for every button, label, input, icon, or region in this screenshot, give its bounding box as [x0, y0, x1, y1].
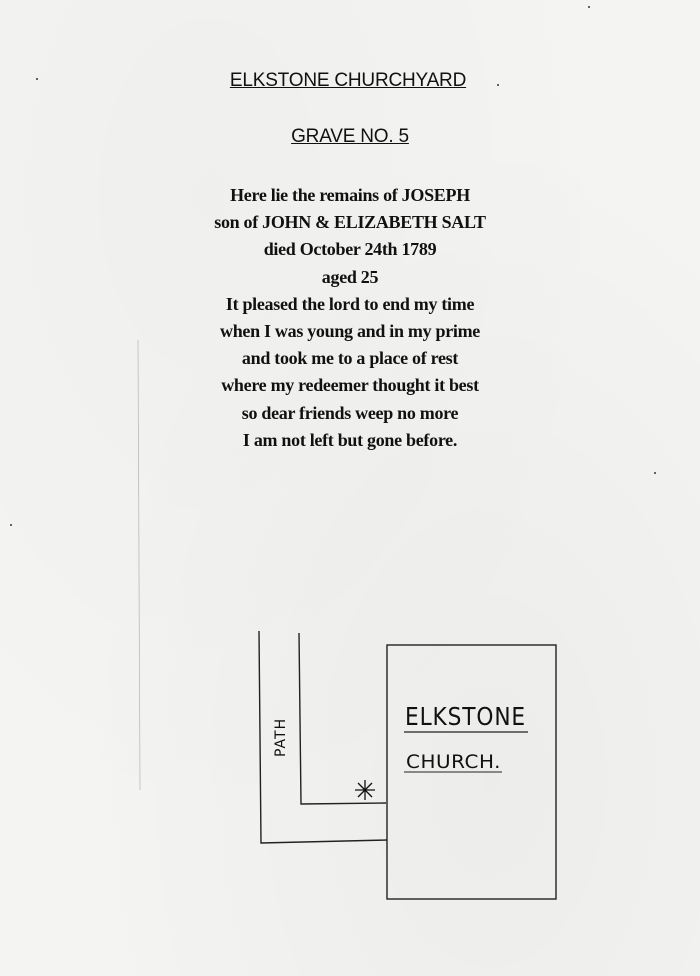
- grave-marker-icon: [355, 780, 375, 800]
- path-inner-edge: [299, 633, 386, 804]
- inscription-line: died October 24th 1789: [263, 239, 437, 260]
- inscription-line: aged 25: [321, 266, 379, 287]
- inscription-line: when I was young and in my prime: [220, 320, 480, 341]
- scan-speck: [588, 6, 590, 8]
- inscription-line: and took me to a place of rest: [241, 348, 459, 369]
- church-label-name: ELKSTONE: [405, 702, 526, 731]
- margin-crease: [138, 340, 140, 790]
- scan-speck: [654, 472, 656, 474]
- inscription-line: I am not left but gone before.: [242, 429, 458, 450]
- inscription-line: son of JOHN & ELIZABETH SALT: [214, 212, 486, 233]
- inscription-line: so dear friends weep no more: [241, 402, 459, 423]
- page-title: ELKSTONE CHURCHYARD: [229, 70, 467, 91]
- path-label: PATH: [273, 717, 289, 757]
- inscription-line: Here lie the remains of JOSEPH: [230, 185, 470, 205]
- scan-speck: [36, 78, 38, 80]
- scan-speck: [10, 524, 12, 526]
- scan-speck: [497, 84, 499, 86]
- church-label-church: CHURCH.: [406, 751, 501, 773]
- inscription-line: where my redeemer thought it best: [221, 375, 479, 396]
- grave-number-heading: GRAVE NO. 5: [291, 126, 409, 147]
- inscription-line: It pleased the lord to end my time: [225, 293, 475, 314]
